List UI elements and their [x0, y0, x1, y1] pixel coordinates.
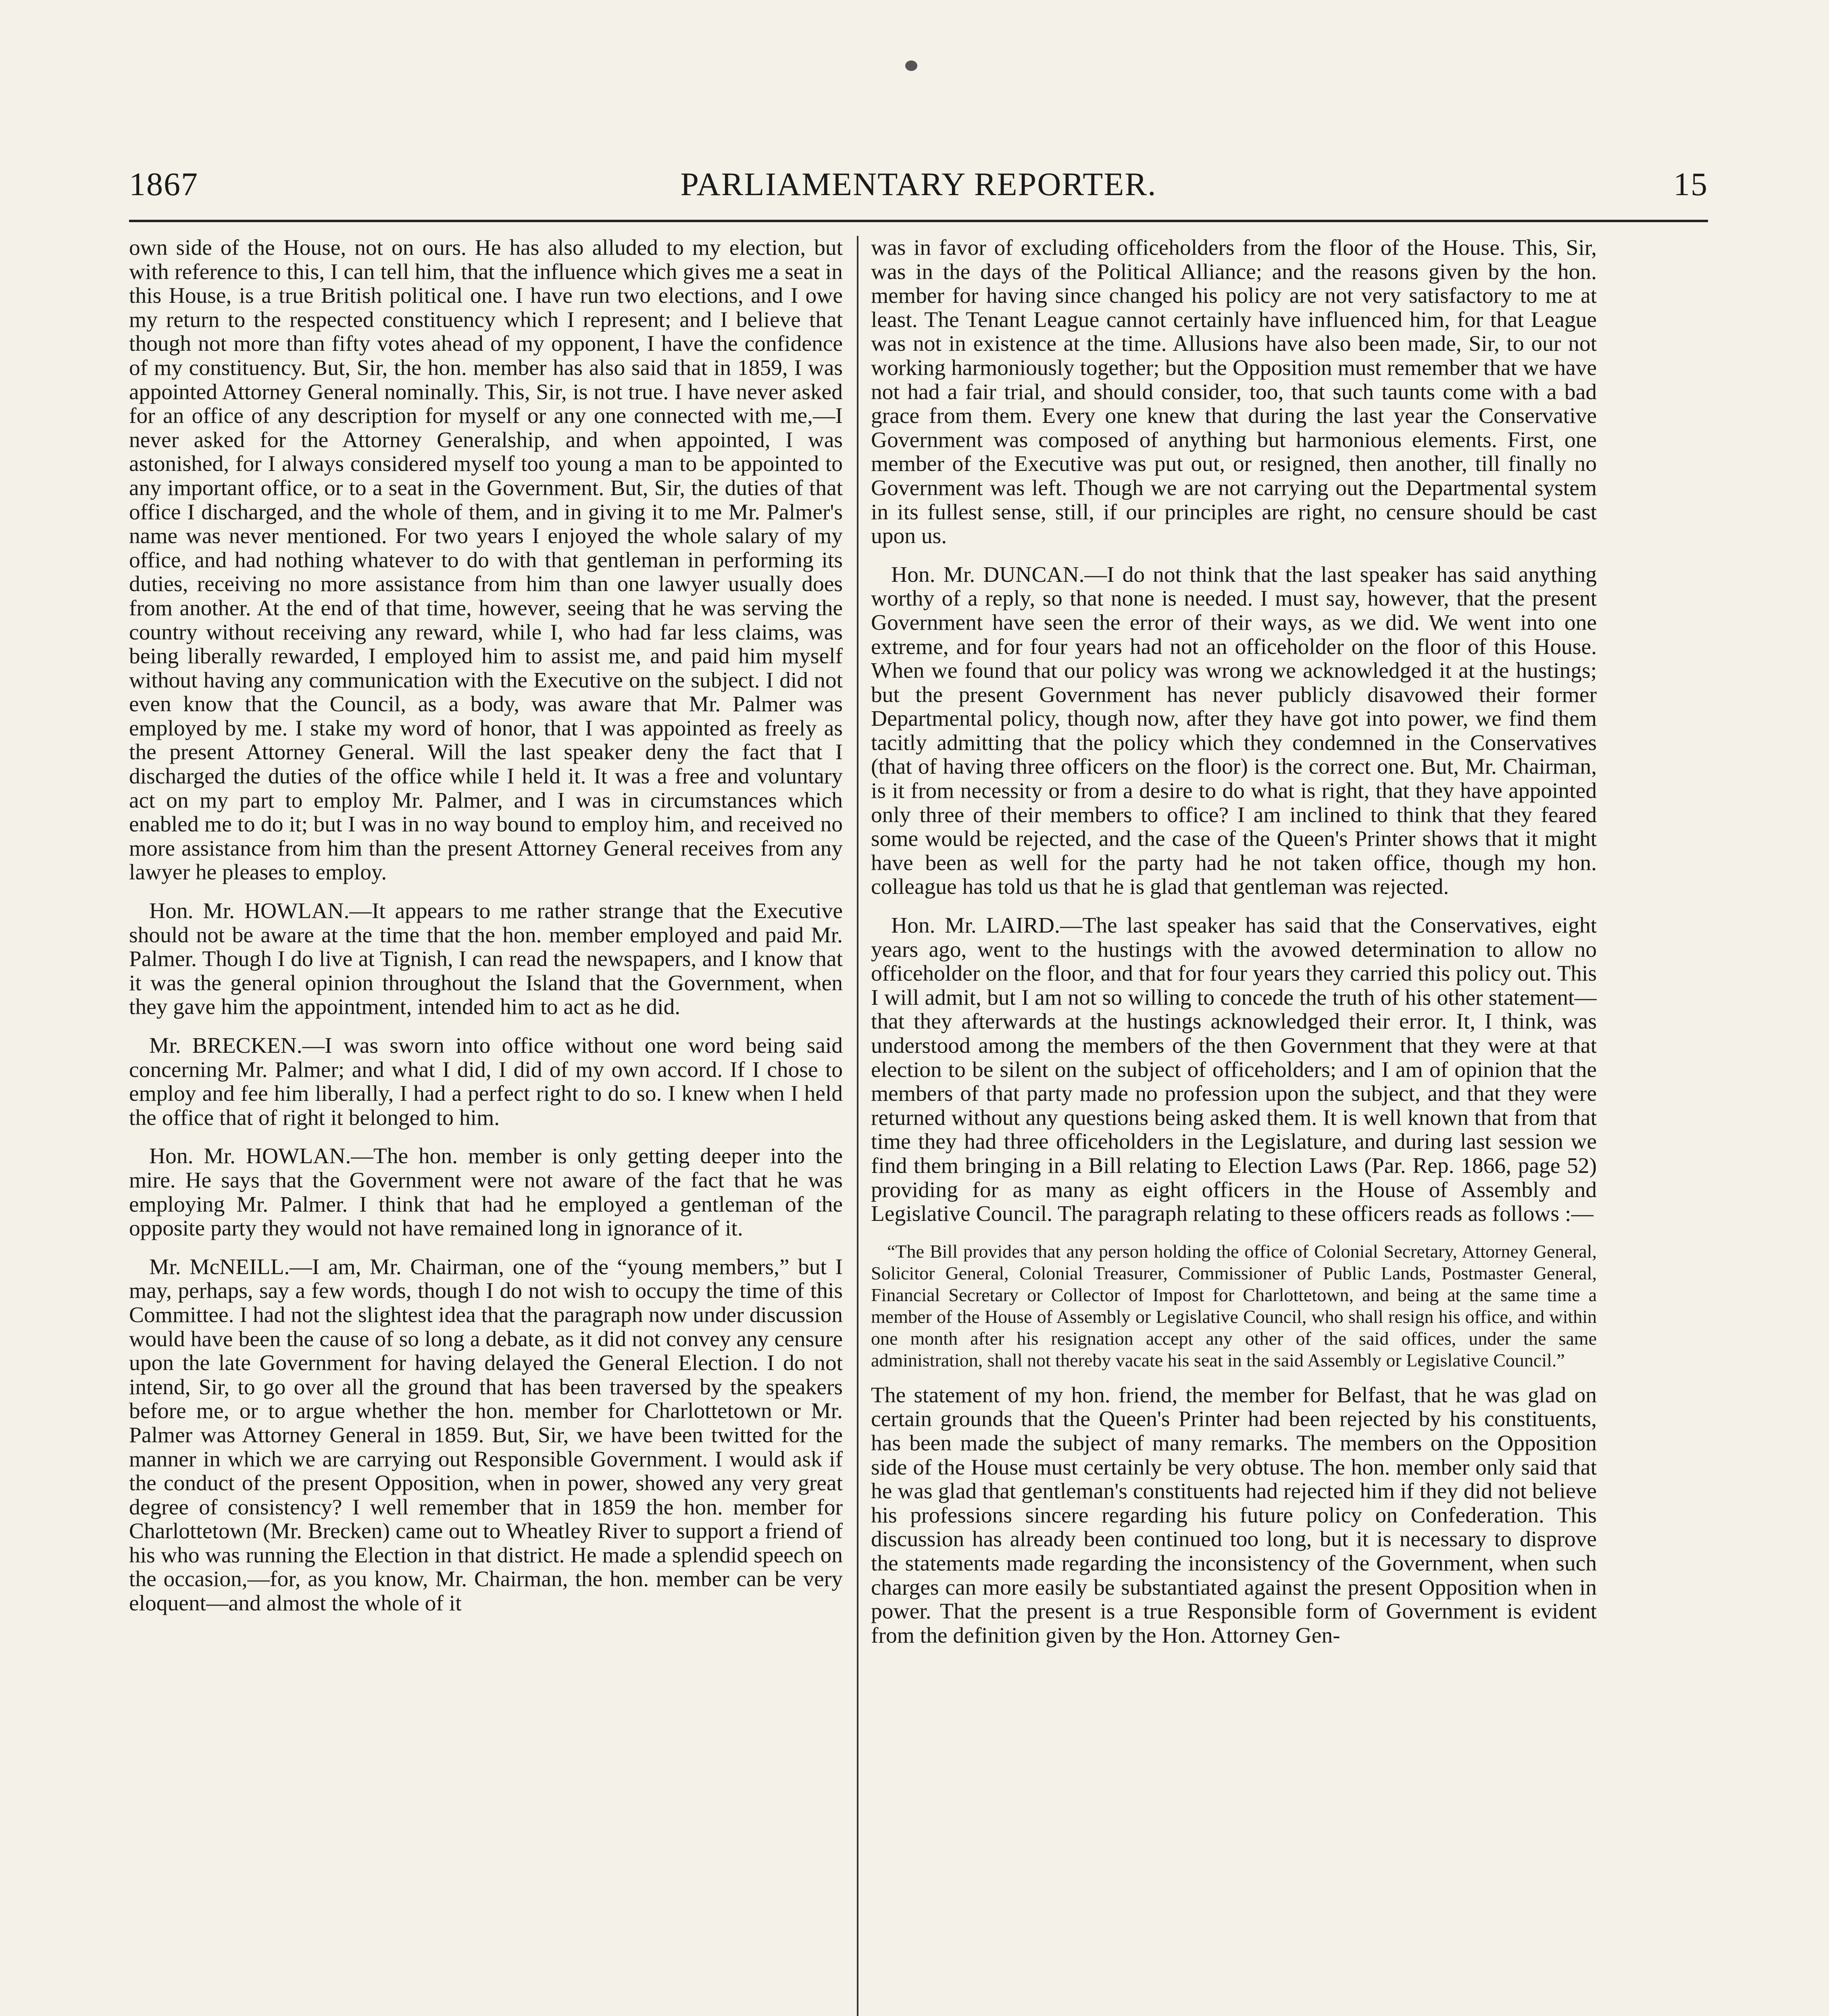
paragraph: Mr. McNEILL.—I am, Mr. Chairman, one of the “young members,” but I may, perhaps, say a few words, though I do not wish to occupy the time of this Committee. I had not the slightest idea that the paragraph now under discussion would have been the cause of so long a debate, as it did not convey any censure upon the late Government for having delayed the General Election. I do not intend, Sir, to go over all the ground that has been traversed by the speakers before me, or to argue whether the hon. member for Charlottetown or Mr. Palmer was Attorney General in 1859. But, Sir, we have been twitted for the manner in which we are carrying out Responsible Government. I would ask if the conduct of the present Opposition, when in power, showed any very great degree of consistency? I well remember that in 1859 the hon. member for Charlottetown (Mr. Brecken) came out to Wheatley River to support a friend of his who was running the Election in that district. He made a splendid speech on the occasion,—for, as you know, Mr. Chairman, the hon. member can be very eloquent—and almost the whole of it — [129, 1254, 843, 1616]
paragraph: was in favor of excluding officeholders from the floor of the House. This, Sir, was in the days of the Political Alliance; and the reasons given by the hon. member for having since changed his policy are not very satisfactory to me at least. The Tenant League cannot certainly have influenced him, for that League was not in existence at the time. Allusions have also been made, Sir, to our not working harmoniously together; but the Opposition must remember that we have not had a fair trial, and should consider, too, that such taunts come with a bad grace from them. Every one knew that during the last year the Conservative Government was composed of anything but harmonious elements. First, one member of the Executive was put out, or resigned, then another, till finally no Government was left. Though we are not carrying out the Departmental system in its fullest sense, still, if our principles are right, no censure should be cast upon us. — [871, 236, 1597, 549]
header-rule — [129, 220, 1708, 222]
left-column — [129, 236, 843, 2016]
ink-mark — [905, 60, 917, 71]
paragraph: The statement of my hon. friend, the member for Belfast, that he was glad on certain grounds that the Queen's Printer had been rejected by his constituents, has been made the subject of many remarks. The members on the Opposition side of the House must certainly be very obtuse. The hon. member only said that he was glad that gentleman's constituents had rejected him if they did not believe his professions sincere regarding his future policy on Confederation. This discussion has already been continued too long, but it is necessary to disprove the statements made regarding the inconsistency of the Government, when such charges can more easily be substantiated against the present Opposition when in power. That the present is a true Responsible form of Government is evident from the definition given by the Hon. Attorney Gen- — [871, 1383, 1597, 1648]
quoted-bill-text: “The Bill provides that any person holding the office of Colonial Secretary, Attorney General, Solicitor General, Colonial Treasurer, Commissioner of Public Lands, Postmaster General, Financial Secretary or Collector of Impost for Charlottetown, and being at the same time a member of the House of Assembly or Legislative Council, who shall resign his office, and within one month after his resignation accept any other of the said offices, under the same administration, shall not thereby vacate his seat in the said Assembly or Legislative Council.” — [871, 1241, 1597, 1370]
column-divider — [857, 236, 858, 2016]
paragraph: Hon. Mr. HOWLAN.—It appears to me rather strange that the Executive should not be aware at the time that the hon. member employed and paid Mr. Palmer. Though I do live at Tignish, I can read the newspapers, and I know that it was the general opinion throughout the Island that the Government, when they gave him the appointment, intended him to act as he did. — [129, 899, 843, 1020]
paragraph: Mr. BRECKEN.—I was sworn into office without one word being said concerning Mr. Palmer; and what I did, I did of my own accord. If I chose to employ and fee him liberally, I had a perfect right to do so. I knew when I held the office that of right it belonged to him. — [129, 1033, 843, 1130]
right-column — [871, 236, 1597, 2016]
header-title: PARLIAMENTARY REPORTER. — [680, 166, 1157, 202]
paragraph: own side of the House, not on ours. He has also alluded to my election, but with reference to this, I can tell him, that the influence which gives me a seat in this House, is a true British political one. I have run two elections, and I owe my return to the respected constituency which I represent; and I believe that though not more than fifty votes ahead of my opponent, I have the confidence of my constituency. But, Sir, the hon. member has also said that in 1859, I was appointed Attorney General nominally. This, Sir, is not true. I have never asked for an office of any description for myself or any one connected with me,—I never asked for the Attorney Generalship, and when appointed, I was astonished, for I always considered myself too young a man to be appointed to any important office, or to a seat in the Government. But, Sir, the duties of that office I discharged, and the whole of them, and in giving it to me Mr. Palmer's name was never mentioned. For two years I enjoyed the whole salary of my office, and had nothing whatever to do with that gentleman in performing its duties, receiving no more assistance from him than one lawyer usually does from another. At the end of that time, however, seeing that he was serving the country without receiving any reward, while I, who had far less claims, was being liberally rewarded, I employed him to assist me, and paid him myself without having any communication with the Executive on the subject. I did not even know that the Council, as a body, was aware that Mr. Palmer was employed by me. I stake my word of honor, that I was appointed as freely as the present Attorney General. Will the last speaker deny the fact that I discharged the duties of the office while I held it. It was a free and voluntary act on my part to employ Mr. Palmer, and I was in circumstances which enabled me to do it; but I was in no way bound to employ him, and received no more assistance from him than the present Attorney General receives from any lawyer he pleases to employ. — [129, 236, 843, 885]
paragraph: Hon. Mr. HOWLAN.—The hon. member is only getting deeper into the mire. He says that the Government were not aware of the fact that he was employing Mr. Palmer. I think that had he employed a gentleman of the opposite party they would not have remained long in ignorance of it. — [129, 1144, 843, 1241]
paragraph: Hon. Mr. DUNCAN.—I do not think that the last speaker has said anything worthy of a reply, so that none is needed. I must say, however, that the present Government have seen the error of their ways, as we did. We went into one extreme, and for four years had not an officeholder on the floor of this House. When we found that our policy was wrong we acknowledged it at the hustings; but the present Government has never publicly disavowed their former Departmental policy, though now, after they have got into power, we find them tacitly admitting that the policy which they condemned in the Conservatives (that of having three officers on the floor) is the correct one. But, Mr. Chairman, is it from necessity or from a desire to do what is right, that they have appointed only three of their members to office? I am inclined to think that they feared some would be rejected, and the case of the Queen's Printer shows that it might have been as well for the party had he not taken office, though my hon. colleague has told us that he is glad that gentleman was rejected. — [871, 562, 1597, 900]
header-page-number: 15 — [1673, 166, 1708, 202]
page-header — [129, 165, 1708, 218]
header-year: 1867 — [129, 166, 198, 202]
paragraph: Hon. Mr. LAIRD.—The last speaker has said that the Conservatives, eight years ago, went to the hustings with the avowed determination to allow no officeholder on the floor, and that for four years they carried this policy out. This I will admit, but I am not so willing to concede the truth of his other statement—that they afterwards at the hustings acknowledged their error. It, I think, was understood among the members of the then Government that they were at that election to be silent on the subject of officeholders; and I am of opinion that the members of that party made no profession upon the subject, and that they were returned without any questions being asked them. It is well known that from that time they had three officeholders in the Legislature, and during last session we find them bringing in a Bill relating to Election Laws (Par. Rep. 1866, page 52) providing for as many as eight officers in the House of Assembly and Legislative Council. The paragraph relating to these officers reads as follows :— — [871, 913, 1597, 1227]
